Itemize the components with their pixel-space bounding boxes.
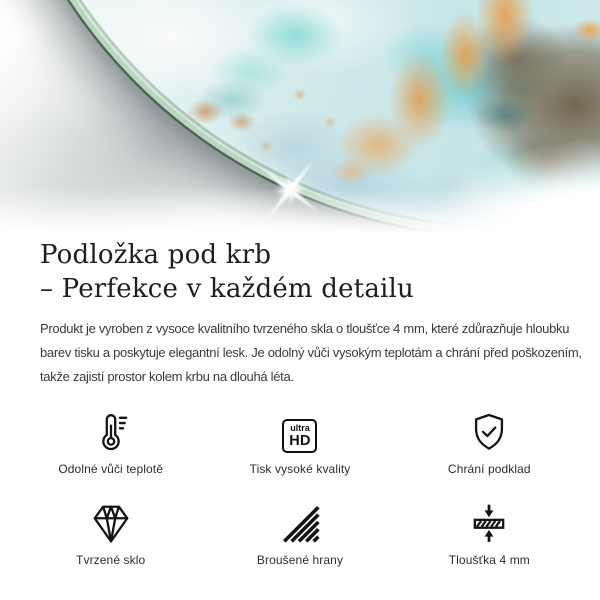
title-line-1: Podložka pod krb: [40, 240, 272, 270]
feature-item: [395, 498, 584, 567]
feature-item: [205, 498, 394, 567]
feature-label: Tvrzené sklo: [76, 552, 146, 567]
ultra-hd-icon-text-top: ultra: [290, 422, 310, 433]
feature-item: [205, 407, 394, 476]
feature-label: Tisk vysoké kvality: [249, 461, 351, 476]
ultra-hd-icon: [282, 407, 317, 453]
hero-section: [0, 0, 600, 234]
thickness-icon: [468, 498, 510, 544]
product-info-section: [0, 234, 600, 567]
feature-item: [16, 407, 205, 476]
feature-item: [16, 498, 205, 567]
beveled-edge-icon: [279, 498, 321, 544]
product-description: Produkt je vyroben z vysoce kvalitního tvrzeného skla o tloušťce 4 mm, které zdůrazňuje hloubku barev tisku a poskytuje elegantní lesk. Je odolný vůči vysokým teplotám a chrání před poškozením, takže zajistí prostor kolem krbu na dlouhá léta.: [40, 320, 582, 384]
title-line-2: – Perfekce v každém detailu: [40, 274, 414, 305]
feature-label: Chrání podklad: [447, 461, 531, 476]
feature-label: Tloušťka 4 mm: [448, 552, 530, 567]
ultra-hd-icon-text-bottom: HD: [289, 432, 311, 449]
feature-item: [395, 407, 584, 476]
feature-label: Odolné vůči teplotě: [58, 461, 163, 476]
page-title: [40, 238, 560, 307]
thermometer-icon: [90, 407, 132, 453]
shield-check-icon: [468, 407, 510, 453]
feature-label: Broušené hrany: [256, 552, 344, 567]
diamond-icon: [90, 498, 132, 544]
features-grid: [16, 407, 584, 567]
